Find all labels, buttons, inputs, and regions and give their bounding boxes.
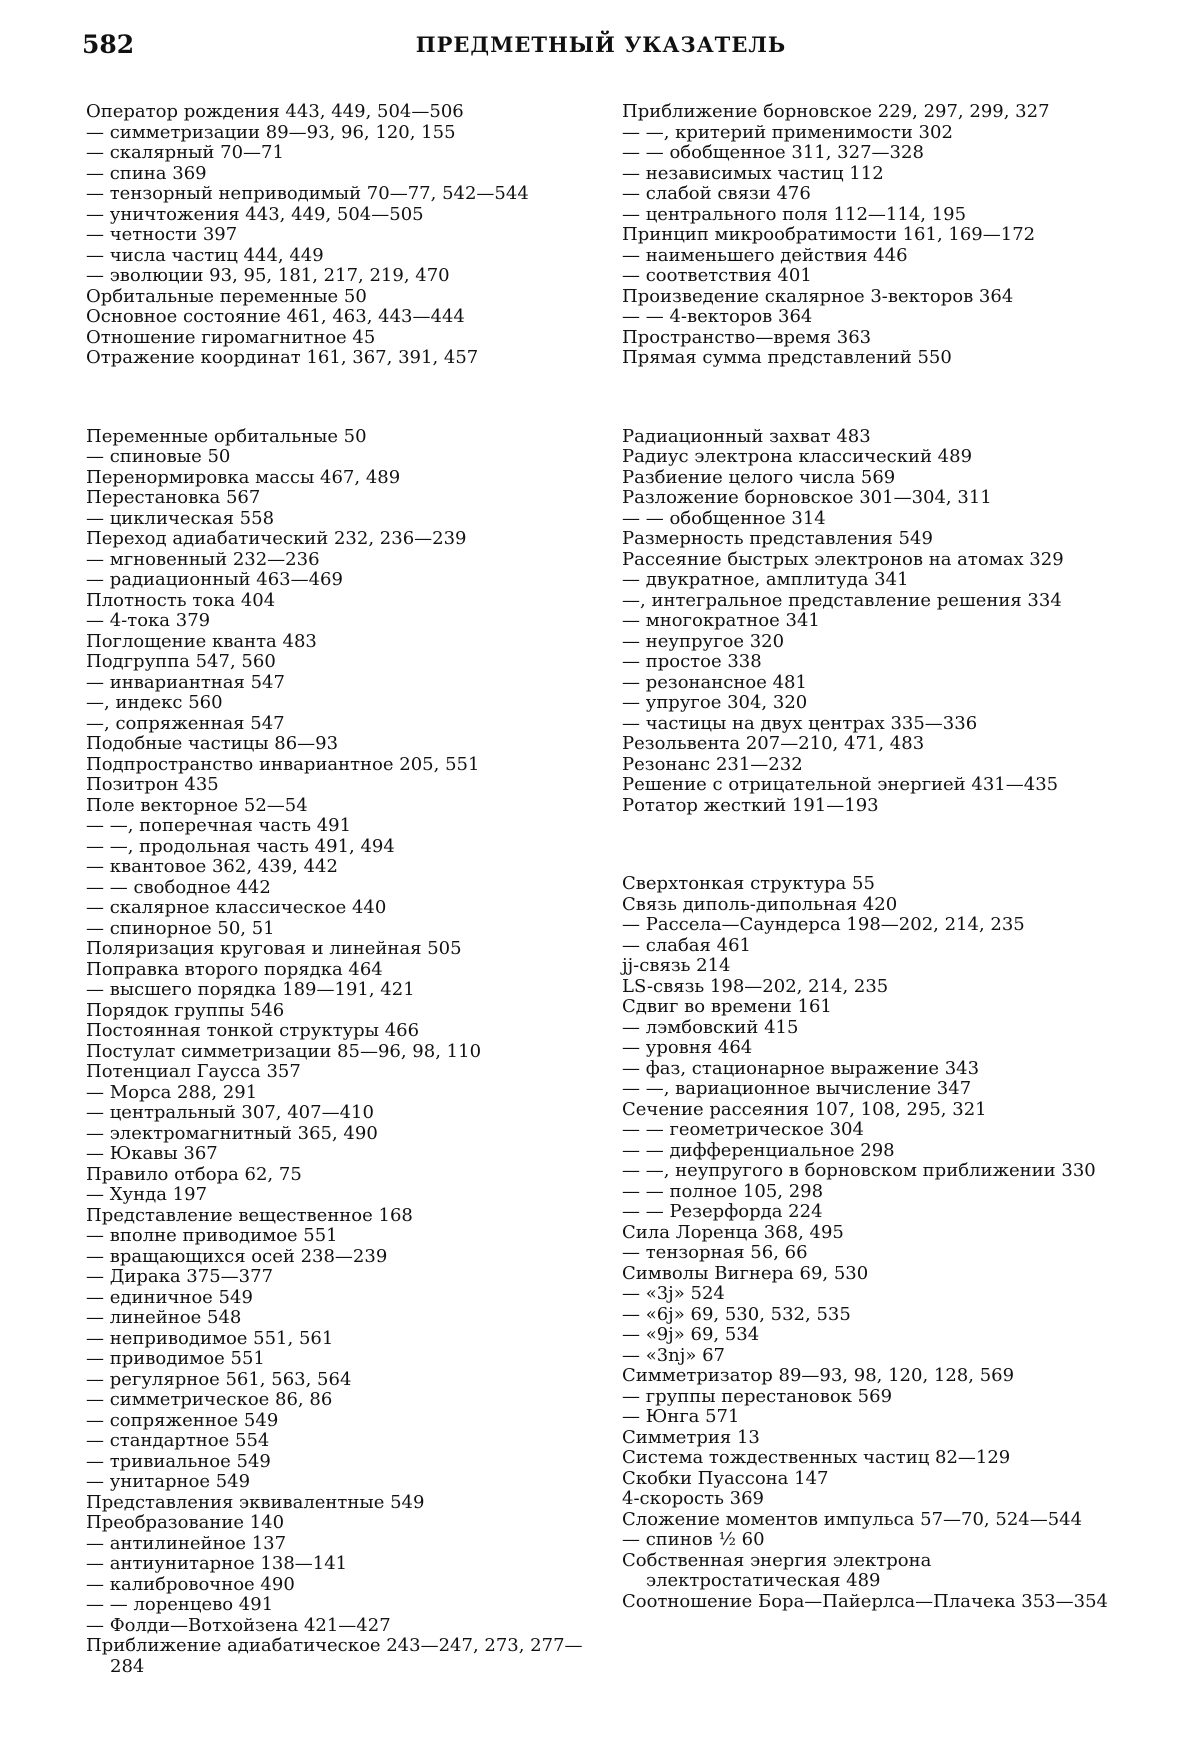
index-entry: — тензорный неприводимый 70—77, 542—544 (86, 183, 529, 204)
index-entry: Решение с отрицательной энергией 431—435 (622, 774, 1059, 795)
index-entry: — — лоренцево 491 (86, 1594, 274, 1615)
index-entry: 4-скорость 369 (622, 1488, 764, 1509)
index-entry: — двукратное, амплитуда 341 (622, 569, 909, 590)
index-entry: Представления эквивалентные 549 (86, 1491, 425, 1513)
index-entry: — Рассела—Саундерса 198—202, 214, 235 (622, 914, 1025, 935)
index-entry: Симметризатор 89—93, 98, 120, 128, 569 (622, 1365, 1015, 1386)
index-entry: LS-связь 198—202, 214, 235 (622, 975, 889, 997)
index-entry: —, индекс 560 (86, 692, 223, 713)
index-entry: Порядок группы 546 (86, 999, 285, 1021)
index-entry: Ротатор жесткий 191—193 (622, 794, 879, 816)
index-entry: — четности 397 (86, 224, 238, 245)
index-entry: — инвариантная 547 (86, 671, 285, 693)
index-entry: — — обобщенное 314 (622, 507, 826, 529)
index-entry: Приближение борновское 229, 297, 299, 327 (622, 101, 1050, 122)
index-entry: — группы перестановок 569 (622, 1385, 893, 1407)
index-entry: — «3j» 524 (622, 1283, 725, 1304)
index-entry: — циклическая 558 (86, 507, 275, 529)
index-entry: — Фолди—Вотхойзена 421—427 (86, 1614, 391, 1636)
index-entry: — — геометрическое 304 (622, 1119, 864, 1140)
index-entry: — квантовое 362, 439, 442 (86, 856, 338, 877)
index-entry: — регулярное 561, 563, 564 (86, 1368, 352, 1390)
index-entry: — —, неупругого в борновском приближении 330 (622, 1160, 1096, 1181)
index-entry: — Морса 288, 291 (86, 1081, 258, 1103)
index-entry: — 4-тока 379 (86, 610, 211, 631)
index-entry: Разложение борновское 301—304, 311 (622, 487, 992, 508)
index-entry: Поправка второго порядка 464 (86, 958, 383, 980)
index-entry: — вполне приводимое 551 (86, 1225, 338, 1246)
index-entry: — — дифференциальное 298 (622, 1139, 895, 1161)
index-letter-group (622, 427, 1122, 817)
index-entry: — высшего порядка 189—191, 421 (86, 979, 415, 1000)
index-entry: Перестановка 567 (86, 487, 261, 508)
index-entry: — спина 369 (86, 162, 207, 184)
index-entry: Постулат симметризации 85—96, 98, 110 (86, 1040, 482, 1062)
index-entry: Симметрия 13 (622, 1426, 760, 1448)
index-entry: Представление вещественное 168 (86, 1204, 413, 1226)
index-entry: — наименьшего действия 446 (622, 244, 908, 266)
index-entry: — симметризации 89—93, 96, 120, 155 (86, 121, 456, 143)
index-entry: — «9j» 69, 534 (622, 1324, 760, 1345)
index-entry: Подпространство инвариантное 205, 551 (86, 753, 480, 775)
index-entry: Сечение рассеяния 107, 108, 295, 321 (622, 1098, 987, 1120)
index-entry: Отношение гиромагнитное 45 (86, 326, 376, 348)
index-entry: Принцип микрообратимости 161, 169—172 (622, 224, 1036, 245)
index-entry: — неприводимое 551, 561 (86, 1327, 334, 1349)
index-entry: — центрального поля 112—114, 195 (622, 203, 967, 225)
index-entry: Орбитальные переменные 50 (86, 285, 367, 307)
index-column-left (86, 102, 596, 1677)
index-entry: — независимых частиц 112 (622, 162, 884, 184)
index-entry: — — обобщенное 311, 327—328 (622, 142, 924, 163)
index-entry: Соотношение Бора—Пайерлса—Плачека 353—354 (622, 1590, 1108, 1612)
index-entry: Правило отбора 62, 75 (86, 1163, 302, 1185)
index-entry: — тривиальное 549 (86, 1450, 271, 1472)
index-entry: Постоянная тонкой структуры 466 (86, 1020, 420, 1041)
index-entry: Размерность представления 549 (622, 528, 933, 549)
index-entry: Перенормировка массы 467, 489 (86, 466, 401, 488)
index-entry: jj-связь 214 (622, 955, 731, 976)
index-entry: Позитрон 435 (86, 774, 219, 795)
index-entry: — Дирака 375—377 (86, 1266, 274, 1287)
index-entry: — Юкавы 367 (86, 1143, 218, 1164)
index-letter-group (622, 102, 1122, 369)
index-entry: — Юнга 571 (622, 1406, 740, 1427)
index-entry: Радиус электрона классический 489 (622, 446, 973, 467)
index-entry: — числа частиц 444, 449 (86, 244, 324, 266)
index-entry: Переменные орбитальные 50 (86, 425, 367, 447)
index-entry: — радиационный 463—469 (86, 569, 343, 590)
index-entry: — симметрическое 86, 86 (86, 1389, 333, 1410)
index-entry: —, сопряженная 547 (86, 712, 285, 734)
index-entry: Подобные частицы 86—93 (86, 733, 339, 754)
index-entry: Прямая сумма представлений 550 (622, 347, 952, 368)
index-entry: — стандартное 554 (86, 1430, 270, 1451)
index-entry: — антиунитарное 138—141 (86, 1553, 348, 1574)
letter-group-gap (622, 369, 1122, 427)
index-entry: Резонанс 231—232 (622, 753, 803, 775)
index-entry: — линейное 548 (86, 1307, 242, 1328)
index-entry: Собственная энергия электрона электростатическая 489 (622, 1549, 932, 1591)
index-entry: — — Резерфорда 224 (622, 1201, 823, 1222)
index-entry: Переход адиабатический 232, 236—239 (86, 528, 467, 549)
index-entry: Рассеяние быстрых электронов на атомах 329 (622, 548, 1064, 570)
index-entry: —, интегральное представление решения 334 (622, 589, 1062, 611)
index-entry: — спинорное 50, 51 (86, 917, 275, 939)
index-entry: Поляризация круговая и линейная 505 (86, 938, 462, 959)
index-entry: — вращающихся осей 238—239 (86, 1245, 388, 1267)
index-entry: Отражение координат 161, 367, 391, 457 (86, 347, 479, 368)
letter-group-gap (86, 369, 596, 427)
index-entry: — многократное 341 (622, 610, 820, 631)
index-entry: Радиационный захват 483 (622, 425, 871, 447)
index-entry: Пространство—время 363 (622, 326, 872, 348)
index-entry: — сопряженное 549 (86, 1409, 279, 1431)
index-entry: — слабой связи 476 (622, 183, 811, 204)
index-entry: Сверхтонкая структура 55 (622, 873, 875, 894)
index-entry: Сдвиг во времени 161 (622, 996, 832, 1017)
index-entry: — простое 338 (622, 651, 762, 672)
index-entry: Произведение скалярное 3-векторов 364 (622, 285, 1014, 307)
index-entry: Разбиение целого числа 569 (622, 466, 896, 488)
index-entry: — упругое 304, 320 (622, 692, 808, 713)
index-entry: — лэмбовский 415 (622, 1016, 799, 1038)
index-letter-group (86, 102, 596, 369)
index-entry: — спиновые 50 (86, 446, 231, 467)
index-entry: — спинов ½ 60 (622, 1529, 765, 1550)
index-entry: — частицы на двух центрах 335—336 (622, 712, 978, 734)
index-entry: — единичное 549 (86, 1286, 253, 1308)
index-entry: — —, продольная часть 491, 494 (86, 835, 395, 857)
index-entry: — —, критерий применимости 302 (622, 121, 953, 143)
index-entry: Преобразование 140 (86, 1512, 285, 1533)
index-entry: Плотность тока 404 (86, 589, 276, 611)
index-entry: — калибровочное 490 (86, 1573, 295, 1595)
index-entry: — — 4-векторов 364 (622, 306, 813, 327)
page-number: 582 (82, 30, 135, 59)
running-title: ПРЕДМЕТНЫЙ УКАЗАТЕЛЬ (415, 32, 787, 57)
index-entry: — «3nj» 67 (622, 1344, 725, 1366)
index-entry: Система тождественных частиц 82—129 (622, 1447, 1011, 1468)
index-entry: — унитарное 549 (86, 1471, 251, 1492)
index-entry: — — свободное 442 (86, 876, 271, 898)
index-entry: — фаз, стационарное выражение 343 (622, 1057, 980, 1079)
index-entry: — —, поперечная часть 491 (86, 815, 352, 836)
index-entry: Оператор рождения 443, 449, 504—506 (86, 101, 464, 122)
index-entry: Связь диполь-дипольная 420 (622, 893, 898, 915)
index-entry: Символы Вигнера 69, 530 (622, 1262, 869, 1284)
index-entry: Поле векторное 52—54 (86, 794, 308, 816)
index-entry: — слабая 461 (622, 934, 751, 956)
index-entry: Подгруппа 547, 560 (86, 651, 276, 672)
index-entry: — антилинейное 137 (86, 1532, 287, 1554)
index-entry: — эволюции 93, 95, 181, 217, 219, 470 (86, 265, 450, 286)
index-entry: — уничтожения 443, 449, 504—505 (86, 203, 424, 225)
index-entry: Основное состояние 461, 463, 443—444 (86, 306, 465, 327)
index-entry: — мгновенный 232—236 (86, 548, 320, 570)
index-entry: — соответствия 401 (622, 265, 812, 286)
index-entry: — уровня 464 (622, 1037, 753, 1058)
index-entry: Сила Лоренца 368, 495 (622, 1221, 844, 1243)
index-letter-group (622, 874, 1122, 1612)
index-entry: Резольвента 207—210, 471, 483 (622, 733, 925, 754)
index-entry: — —, вариационное вычисление 347 (622, 1078, 972, 1099)
index-entry: — неупругое 320 (622, 630, 785, 652)
index-entry: Сложение моментов импульса 57—70, 524—544 (622, 1508, 1083, 1530)
index-entry: — тензорная 56, 66 (622, 1242, 808, 1263)
index-entry: — — полное 105, 298 (622, 1180, 824, 1202)
letter-group-gap (622, 816, 1122, 874)
index-entry: — электромагнитный 365, 490 (86, 1122, 378, 1144)
page-header (82, 30, 1120, 64)
index-entry: — резонансное 481 (622, 671, 807, 693)
index-entry: Приближение адиабатическое 243—247, 273, 277—284 (86, 1635, 583, 1677)
index-entry: Поглощение кванта 483 (86, 630, 317, 652)
index-entry: Потенциал Гаусса 357 (86, 1061, 301, 1082)
index-entry: — скалярное классическое 440 (86, 897, 387, 918)
index-entry: — скалярный 70—71 (86, 142, 284, 163)
index-entry: — приводимое 551 (86, 1348, 265, 1369)
index-letter-group (86, 427, 596, 1678)
index-entry: — Хунда 197 (86, 1184, 208, 1205)
index-entry: — «6j» 69, 530, 532, 535 (622, 1303, 851, 1325)
index-entry: — центральный 307, 407—410 (86, 1102, 374, 1123)
index-column-right (622, 102, 1122, 1612)
index-entry: Скобки Пуассона 147 (622, 1467, 829, 1489)
